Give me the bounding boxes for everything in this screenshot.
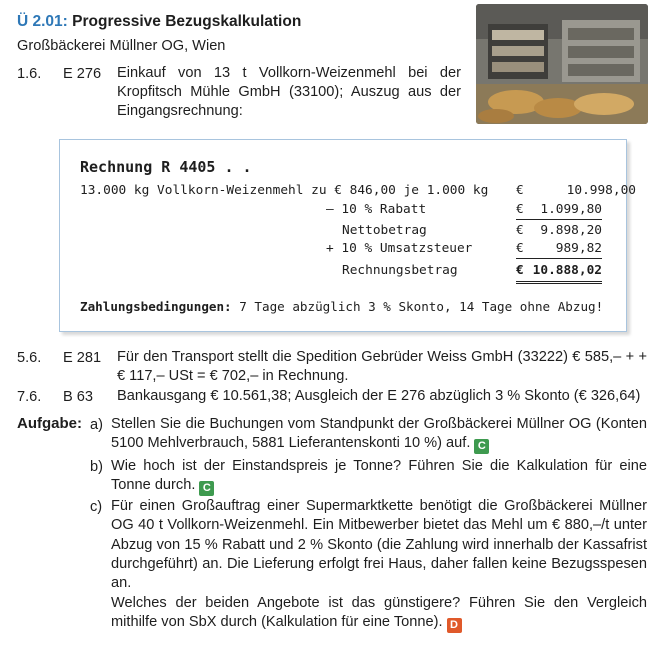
exercise-title	[17, 13, 301, 31]
entry-doc: E 276	[63, 66, 102, 82]
payment-terms	[80, 299, 603, 314]
invoice-item-description: 13.000 kg Vollkorn-Weizenmehl zu € 846,00 je 1.000 kg	[80, 183, 489, 198]
invoice-line	[516, 241, 602, 259]
exercise-number: Ü 2.01:	[17, 13, 68, 30]
invoice-total	[516, 263, 602, 280]
invoice-line-label: + 10 % Umsatzsteuer	[326, 241, 473, 256]
exercise-heading: Progressive Bezugskalkulation	[72, 13, 302, 30]
currency-symbol: €	[516, 263, 524, 278]
currency-symbol: €	[516, 241, 524, 256]
task-item	[111, 497, 647, 593]
task-item	[111, 594, 647, 633]
invoice-line-label: – 10 % Rabatt	[326, 202, 427, 217]
entry-date: 1.6.	[17, 66, 42, 82]
task-label: Aufgabe:	[17, 415, 82, 432]
invoice-line-label: Nettobetrag	[342, 223, 427, 238]
level-badge-c-icon: C	[199, 481, 214, 496]
entry-text: Für den Transport stellt die Spedition Gebrüder Weiss GmbH (33222) € 585,– + + € 117,– USt = € 702,– in Rechnung.	[117, 349, 647, 384]
payment-terms-label: Zahlungsbedingungen:	[80, 299, 232, 314]
invoice-line	[516, 183, 636, 201]
entry-text: Einkauf von 13 t Vollkorn-Weizenmehl bei der Kropfitsch Mühle GmbH (33100); Auszug aus der Eingangsrechnung:	[117, 65, 461, 119]
payment-terms-text: 7 Tage abzüglich 3 % Skonto, 14 Tage ohne Abzug!	[239, 299, 604, 314]
currency-symbol: €	[516, 183, 524, 198]
company-subtitle: Großbäckerei Müllner OG, Wien	[17, 38, 226, 54]
entry-text: Bankausgang € 10.561,38; Ausgleich der E 276 abzüglich 3 % Skonto (€ 326,64)	[117, 388, 641, 404]
invoice-line-label: Rechnungsbetrag	[342, 263, 458, 278]
invoice-line	[516, 223, 602, 241]
bakery-oven-photo	[476, 4, 648, 124]
entry-doc: B 63	[63, 389, 94, 405]
invoice-heading: Rechnung R 4405 . .	[80, 158, 252, 176]
currency-symbol: €	[516, 202, 524, 217]
entry-doc: E 281	[63, 350, 102, 366]
task-letter: b)	[90, 459, 103, 475]
total-double-underline	[516, 281, 602, 284]
invoice-amount: 10.888,02	[532, 263, 602, 278]
task-letter: c)	[90, 499, 103, 515]
level-badge-d-icon: D	[447, 618, 462, 633]
invoice-amount: 10.998,00	[566, 183, 636, 198]
task-item	[111, 457, 647, 496]
invoice-amount: 9.898,20	[540, 223, 602, 238]
task-text: Für einen Großauftrag einer Supermarktkette benötigt die Großbäckerei Müllner OG 40 t Vollkorn-Weizenmehl. Ein Mitbewerber bietet das Mehl um € 880,–/t unter Abzug von 15 % Rabatt und 2 % Skonto (die Zahlung wird innerhalb der Kassafrist durchgeführt) an. Die Lieferung erfolgt frei Haus, daher fallen keine Bezugsspesen an.	[111, 498, 647, 592]
invoice-amount: 989,82	[555, 241, 602, 256]
currency-symbol: €	[516, 223, 524, 238]
invoice-line	[516, 202, 602, 220]
task-text: Welches der beiden Angebote ist das günstigere? Führen Sie den Vergleich mithilfe von SbX durch (Kalkulation für eine Tonne).	[111, 595, 647, 631]
level-badge-c-icon: C	[474, 439, 489, 454]
entry-date: 7.6.	[17, 389, 42, 405]
task-item	[111, 415, 647, 454]
invoice-excerpt	[59, 139, 636, 332]
task-text: Stellen Sie die Buchungen vom Standpunkt der Großbäckerei Müllner OG (Konten 5100 Mehlverbrauch, 5881 Lieferantenskonti 10 %) auf.	[111, 416, 647, 452]
task-letter: a)	[90, 417, 103, 433]
entry-date: 5.6.	[17, 350, 42, 366]
invoice-amount: 1.099,80	[540, 202, 602, 217]
task-text: Wie hoch ist der Einstandspreis je Tonne? Führen Sie die Kalkulation für eine Tonne durch.	[111, 458, 647, 494]
